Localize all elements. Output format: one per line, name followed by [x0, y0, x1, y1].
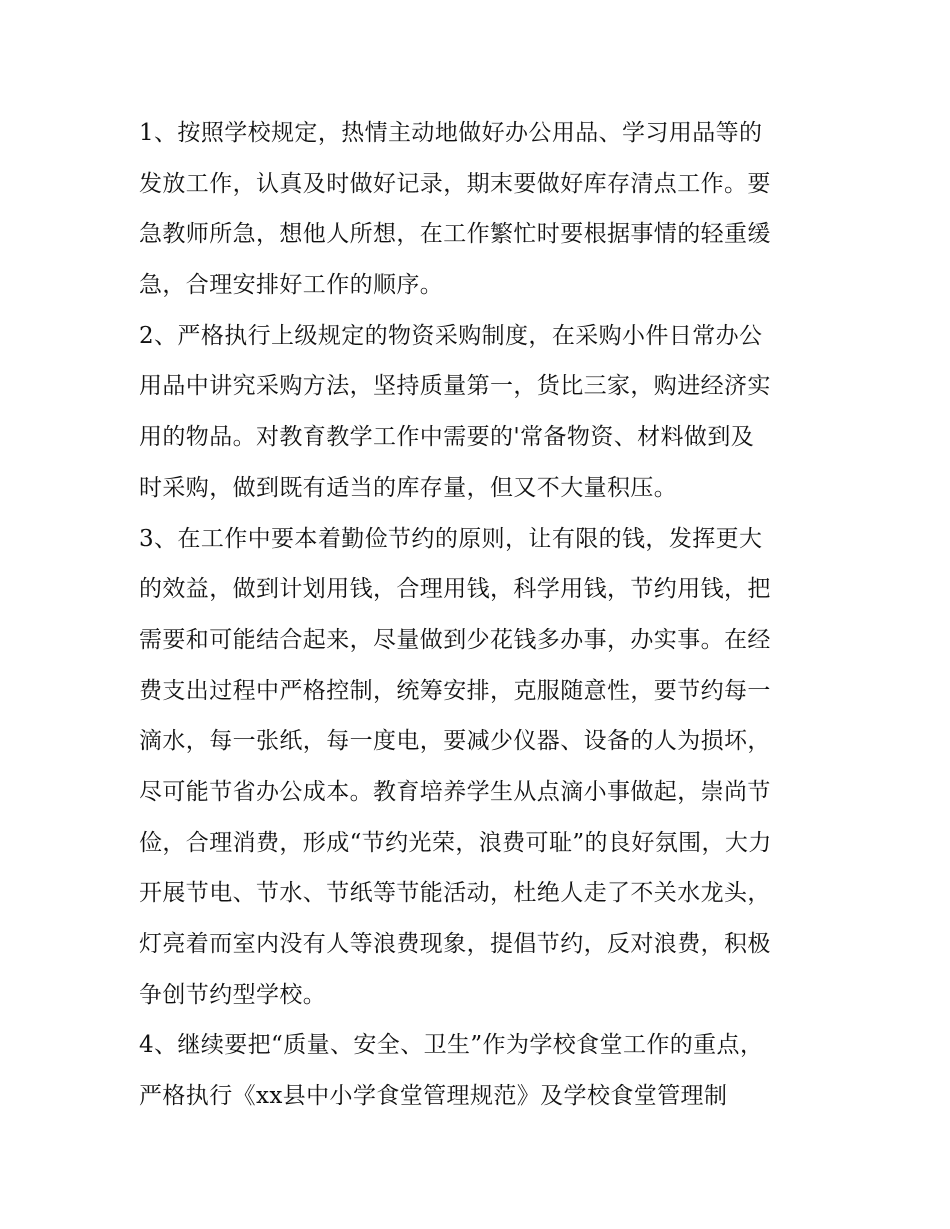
text-line: 发放工作，认真及时做好记录，期末要做好库存清点工作。要 [139, 170, 771, 197]
text-line: 时采购，做到既有适当的库存量，但又不大量积压。 [139, 474, 678, 501]
text-line: 滴水，每一张纸，每一度电，要减少仪器、设备的人为损坏， [139, 728, 771, 755]
text-line: 俭，合理消费，形成“节约光荣，浪费可耻”的良好氛围，大力 [139, 829, 772, 856]
text-line: 需要和可能结合起来，尽量做到少花钱多办事，办实事。在经 [139, 626, 771, 653]
text-line: 的效益，做到计划用钱，合理用钱，科学用钱，节约用钱，把 [139, 576, 771, 603]
text-line: 4、继续要把“质量、安全、卫生”作为学校食堂工作的重点， [139, 1032, 764, 1059]
text-line: 开展节电、节水、节纸等节能活动，杜绝人走了不关水龙头， [139, 880, 771, 907]
text-line: 费支出过程中严格控制，统筹安排，克服随意性，要节约每一 [139, 677, 771, 704]
text-line: 1、按照学校规定，热情主动地做好办公用品、学习用品等的 [139, 120, 763, 146]
text-line: 灯亮着而室内没有人等浪费现象，提倡节约，反对浪费，积极 [139, 931, 771, 957]
text-line: 用品中讲究采购方法，坚持质量第一，货比三家，购进经济实 [139, 373, 771, 400]
text-line: 急教师所急，想他人所想，在工作繁忙时要根据事情的轻重缓 [139, 221, 771, 248]
text-line: 用的物品。对教育教学工作中需要的'常备物资、材料做到及 [139, 424, 755, 451]
text-line: 争创节约型学校。 [139, 981, 327, 1008]
text-line: 尽可能节省办公成本。教育培养学生从点滴小事做起，崇尚节 [139, 778, 771, 805]
text-line: 严格执行《xx县中小学食堂管理规范》及学校食堂管理制 [139, 1083, 728, 1110]
body-text [139, 108, 829, 1122]
text-line: 2、严格执行上级规定的物资采购制度，在采购小件日常办公 [139, 322, 763, 349]
text-line: 3、在工作中要本着勤俭节约的原则，让有限的钱，发挥更大 [139, 525, 763, 552]
text-line: 急，合理安排好工作的顺序。 [139, 272, 444, 299]
